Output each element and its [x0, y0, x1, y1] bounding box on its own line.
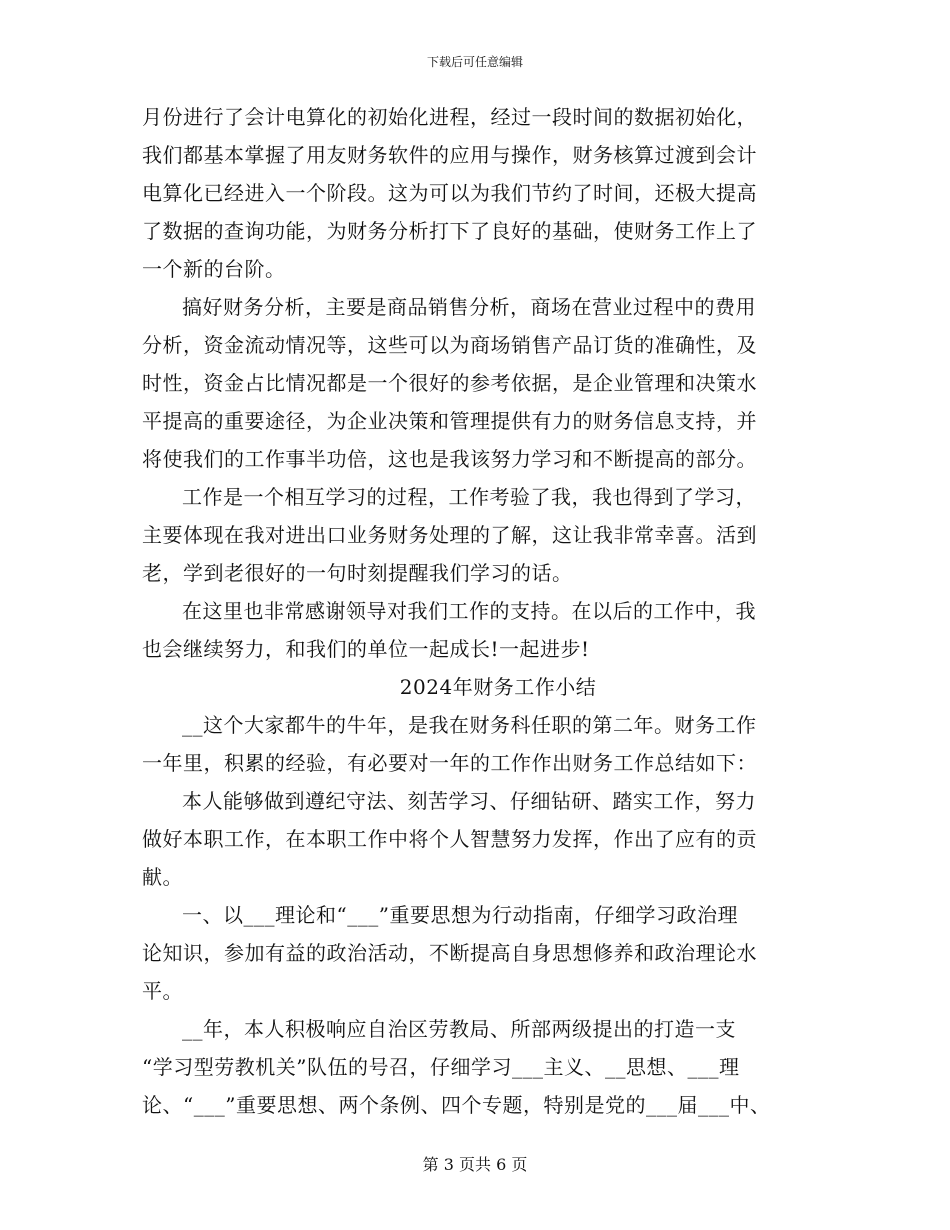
- body-line: 我们都基本掌握了用友财务软件的应用与操作，财务核算过渡到会计: [142, 143, 757, 167]
- page-number: 第 3 页共 6 页: [422, 1155, 528, 1174]
- body-line: 也会继续努力，和我们的单位一起成长!一起进步!: [142, 637, 590, 661]
- body-line: 月份进行了会计电算化的初始化进程，经过一段时间的数据初始化，: [142, 105, 757, 129]
- document-body: [142, 104, 822, 1130]
- body-line: 平提高的重要途径，为企业决策和管理提供有力的财务信息支持，并: [142, 409, 757, 433]
- body-line: 做好本职工作，在本职工作中将个人智慧努力发挥，作出了应有的贡: [142, 827, 757, 851]
- body-line: “学习型劳教机关”队伍的号召，仔细学习___主义、__思想、___理: [142, 1055, 740, 1079]
- body-line: 时性，资金占比情况都是一个很好的参考依据，是企业管理和决策水: [142, 371, 757, 395]
- body-line: 平。: [142, 979, 183, 1003]
- body-line: 主要体现在我对进出口业务财务处理的了解，这让我非常幸喜。活到: [142, 523, 757, 547]
- paragraph-start: __年，本人积极响应自治区劳教局、所部两级提出的打造一支: [182, 1017, 736, 1041]
- body-line: 献。: [142, 865, 183, 889]
- section-title: 2024年财务工作小结: [399, 675, 597, 699]
- body-line: 论知识，参加有益的政治活动，不断提高自身思想修养和政治理论水: [142, 941, 757, 965]
- body-line: 将使我们的工作事半功倍，这也是我该努力学习和不断提高的部分。: [142, 447, 757, 471]
- body-line: 一年里，积累的经验，有必要对一年的工作作出财务工作总结如下：: [142, 751, 757, 775]
- page-header: 下载后可任意编辑: [426, 55, 523, 69]
- body-line: 一个新的台阶。: [142, 257, 286, 281]
- body-line: 分析，资金流动情况等，这些可以为商场销售产品订货的准确性，及: [142, 333, 757, 357]
- paragraph-start: 搞好财务分析，主要是商品销售分析，商场在营业过程中的费用: [182, 295, 756, 319]
- paragraph-start: 在这里也非常感谢领导对我们工作的支持。在以后的工作中，我: [182, 599, 756, 623]
- paragraph-start: 一、以___理论和“___”重要思想为行动指南，仔细学习政治理: [182, 903, 738, 927]
- paragraph-start: __这个大家都牛的牛年，是我在财务科任职的第二年。财务工作: [182, 713, 757, 737]
- paragraph-start: 本人能够做到遵纪守法、刻苦学习、仔细钻研、踏实工作，努力: [182, 789, 756, 813]
- body-line: 电算化已经进入一个阶段。这为可以为我们节约了时间，还极大提高: [142, 181, 757, 205]
- body-line: 了数据的查询功能，为财务分析打下了良好的基础，使财务工作上了: [142, 219, 757, 243]
- body-line: 论、“___”重要思想、两个条例、四个专题，特别是党的___届___中、: [142, 1093, 771, 1117]
- paragraph-start: 工作是一个相互学习的过程，工作考验了我，我也得到了学习，: [182, 485, 756, 509]
- body-line: 老，学到老很好的一句时刻提醒我们学习的话。: [142, 561, 573, 585]
